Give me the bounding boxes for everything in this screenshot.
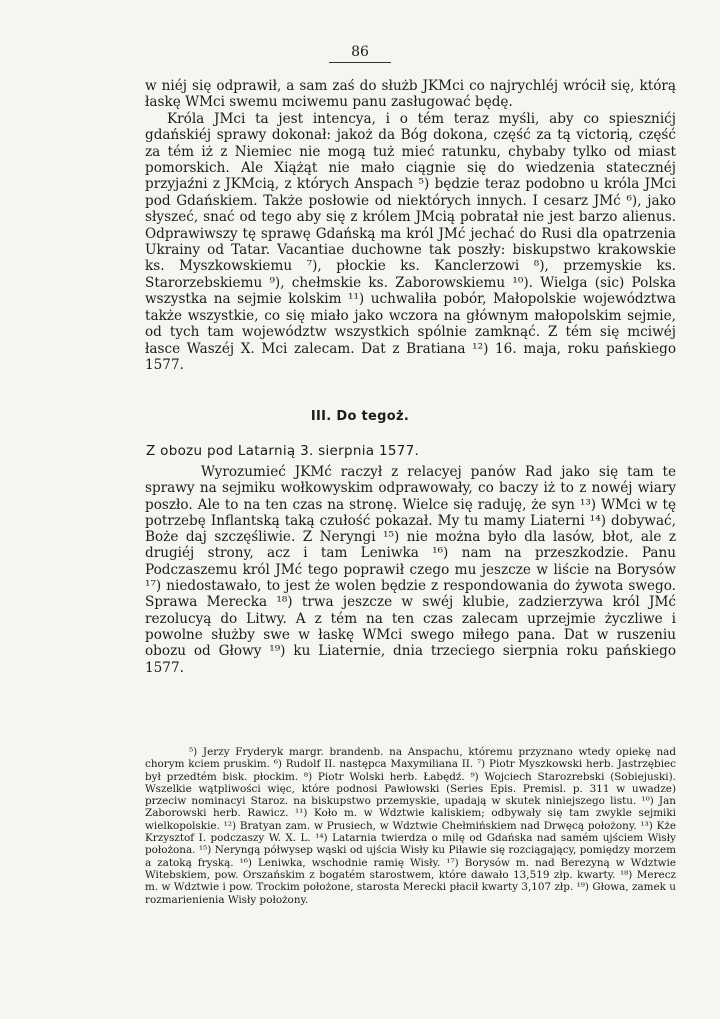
section-heading: III. Do tegoż. [310,409,410,424]
letter-paragraph: Wyrozumieć JKMć raczył z relacyej panów Rad jako się tam te sprawy na sejmiku wołkowyskim odprawowały, co baczy iż to z nowéj wiary poszło. Ale to na ten czas na stronę. Wielce się raduję, że syn ¹³) WMci w tę potrzebę Inflantską taką czułość pokazał. My tu mamy Liaterni ¹⁴) dobywać, Boże daj szczęśliwie. Z Neryngi ¹⁵) nie można było dla lasów, błot, ale z drugiéj strony, acz i tam Leniwka ¹⁶) nam na przeszkodzie. Panu Podczaszemu król JMć tego poprawił czego mu jeszcze w liście na Borysów ¹⁷) niedostawało, to jest że wolen będzie z respondowania do żywota swego. Sprawa Merecka ¹⁸) trwa jeszcze w swéj klubie, zadzierzywa król JMć rezolucyą do Litwy. A z tém na ten czas zalecam uprzejmie życzliwe i powolne służby swe w łaskę WMci swego miłego pana. Dat w ruszeniu obozu od Głowy ¹⁹) ku Liaternie, dnia trzeciego sierpnia roku pańskiego 1577. [145,464,676,676]
footnotes [145,746,676,906]
footnotes-text: ⁵) Jerzy Fryderyk margr. brandenb. na Anspachu, któremu przyznano wtedy opiekę nad chorym kciem pruskim. ⁶) Rudolf II. następca Maxymiliana II. ⁷) Piotr Myszkowski herb. Jastrzębiec był przedtém bisk. płockim. ⁸) Piotr Wolski herb. Łabędź. ⁹) Wojciech Starozrebski (Sobiejuski). Wszelkie wątpliwości więc, które podnosi Pawłowski (Series Epis. Premisl. p. 311 w uwadze) przeciw nominacyi Staroz. na biskupstwo przemyskie, upadają w skutek niniejszego listu. ¹⁰) Jan Zaborowski herb. Rawicz. ¹¹) Koło m. w Wdztwie kaliskiem; odbywały się tam zwykle sejmiki wielkopolskie. ¹²) Bratyan zam. w Prusiech, w Wdztwie Chełmińskiem nad Drwęcą położony. ¹³) Kże Krzysztof I. podczaszy W. X. L. ¹⁴) Latarnia twierdza o milę od Gdańska nad samém ujściem Wisły położona. ¹⁵) Neryngą półwysep wąski od ujścia Wisły ku Piławie się rozciągający, pomiędzy morzem a zatoką fryską. ¹⁶) Leniwka, wschodnie ramię Wisły. ¹⁷) Borysów m. nad Berezyną w Wdztwie Witebskiem, pow. Orszańskim z bogatém starostwem, które dawało 13,519 złp. kwarty. ¹⁸) Merecz m. w Wdztwie i pow. Trockim położone, starosta Merecki płacił kwarty 3,107 złp. ¹⁹) Głowa, zamek u rozmarienienia Wisły położony. [145,746,676,906]
paragraph-1: w niéj się odprawił, a sam zaś do służb JKMci co najrychléj wrócił się, którą łaskę WMci swemu mciwemu panu zasługować będę. [145,78,676,111]
paragraph-2: Króla JMci ta jest intencya, i o tém teraz myśli, aby co spiesznićj gdańskiéj sprawy dokonał: jakoż da Bóg dokona, część za tą victorią, część za tém iż z Niemiec nie mogą tuż mieć ratunku, chybaby tylko od miast pomorskich. Ale Xiążąt nie mało ciągnie się do wiedzenia statecznéj przyjaźni z JKMcią, z których Anspach ⁵) będzie teraz podobno u króla JMci pod Gdańskiem. Także posłowie od niektórych innych. I cesarz JMć ⁶), jako słyszeć, snać od tego aby się z królem JMcią pobratał nie jest barzo alienus. Odprawiwszy tę sprawę Gdańską ma król JMć jechać do Rusi dla opatrzenia Ukrainy od Tatar. Vacantiae duchowne tak poszły: biskupstwo krakowskie ks. Myszkowskiemu ⁷), płockie ks. Kanclerzowi ⁸), przemyskie ks. Starorzebskiemu ⁹), chełmskie ks. Zaborowskiemu ¹⁰). Wielga (sic) Polska wszystka na sejmie kolskim ¹¹) uchwaliła pobór, Małopolskie województwa także wszystkie, co się miało jako wczora na głównym małopolskim sejmie, od tych tam województw wszystkich spólnie zamknąć. Z tém się mciwéj łasce Waszéj X. Mci zalecam. Dat z Bratiana ¹²) 16. maja, roku pańskiego 1577. [145,110,676,373]
dateline: Z obozu pod Latarnią 3. sierpnia 1577. [146,443,420,459]
page-number: 86 [0,44,720,60]
letter-body [145,464,676,676]
body-text [145,78,676,373]
